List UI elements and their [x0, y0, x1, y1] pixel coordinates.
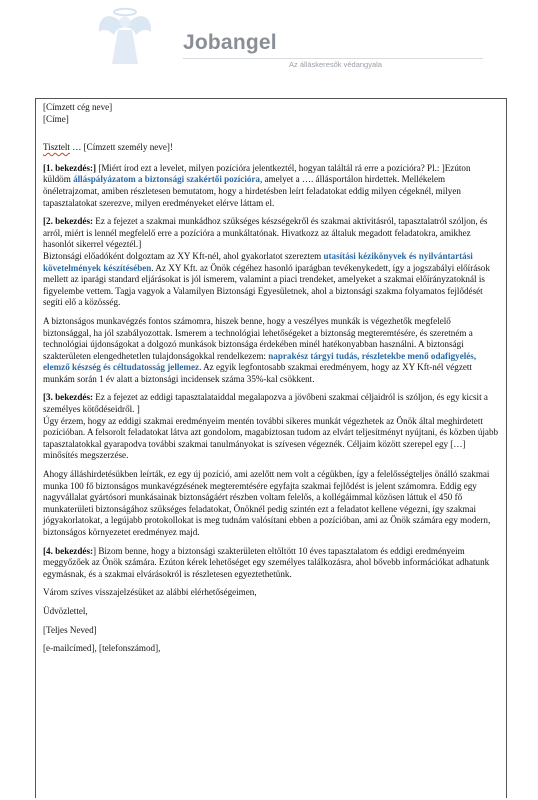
signature-name: [Teljes Neved]	[43, 624, 97, 635]
paragraph-4: Úgy érzem, hogy az eddigi szakmai eredményeim mentén további sikeres munkát végezhetek az Önök által meghirdetett pozícióban. A felsorolt feladatokat látva azt gondolom, magabiztosan tudom az elvárt teljesítményt nyújtani, és közben újabb tapasztalatokkal gyarapodva további szakmai tanulmányokat is szívesen végeznék. Céljaim között szerepel egy […] minősítés megszerzése.	[43, 415, 499, 461]
paragraph-text: Ez a fejezet a szakmai munkádhoz szükséges készségekről és szakmai aktivitásról, tapasztalatról szóljon, és arról, miért is lennél megfelelő erre a pozícióra a munkáltatónak. Hivatkozz az általuk megadott feladatokra, amikhez hasonlót sikerrel végeztél.]	[43, 216, 488, 250]
closing-salutation: Üdvözlettel,	[43, 605, 88, 616]
highlighted-text: naprakész tárgyi tudás, részletekbe menő odafigyelés, elemző készség és céltudatosság jellemez	[43, 350, 477, 373]
recipient-address: [Címe]	[43, 113, 69, 124]
contact-details: [e-mailcímed], [telefonszámod],	[43, 643, 161, 654]
paragraph-label: [3. bekezdés:	[43, 392, 94, 403]
paragraph-label: [2. bekezdés:	[43, 216, 94, 227]
brand-name: Jobangel	[183, 31, 277, 54]
highlighted-text: álláspályázatom a biztonsági szakértői pozícióra	[73, 174, 260, 185]
paragraph-text: Biztonsági előadóként dolgoztam az XY Kft-nél, ahol gyakorlatot szereztem	[43, 250, 324, 261]
paragraph-3	[43, 316, 499, 386]
paragraph-text: [Miért írod ezt a levelet, milyen pozícióra jelentkeztél, hogyan találtál rá erre a pozícióra? Pl.: ]Ezúton küldöm	[43, 162, 471, 185]
paragraph-text: , amelyet a …. állásportálon hirdettek. Mellékelem önéletrajzomat, amiben részletesen bemutatom, hogy a hirdetésben leírt feladatokat eddig milyen cégeknél, milyen tapasztalatokat szerezve, milyen eredményeket elérve láttam el.	[43, 174, 461, 208]
closing-line: Várom szíves visszajelzésüket az alábbi elérhetőségeimen,	[43, 587, 257, 598]
highlighted-text: utasítási kézikönyvek és nyilvántartási követelmények készítésében	[43, 250, 473, 273]
greeting	[43, 142, 499, 154]
angel-icon	[96, 2, 154, 66]
paragraph-1	[43, 163, 499, 209]
brand-tagline: Az álláskeresők védangyala	[289, 60, 382, 69]
header-divider	[183, 58, 483, 59]
paragraph-text: A biztonságos munkavégzés fontos számomra, hiszek benne, hogy a veszélyes munkák is végezhetők megfelelő biztonsággal, ha jól szabályozottak. Ismerem a technológiai lehetőségeket a biztonság megteremtésére, és szeretném a technológiai újdonságokat a dolgozó munkások biztonsága érdekében minél hatékonyabban használni. A biztonsági szakterületen elengedhetetlen tulajdonságokkal rendelkezem:	[43, 315, 473, 361]
paragraph-2	[43, 251, 499, 309]
paragraph-label: [4. bekezdés:	[43, 545, 94, 556]
paragraph-text: ] Bizom benne, hogy a biztonsági szakterületen eltöltött 10 éves tapasztalatom és eddigi eredményeim meggyőzőek az Önök számára. Ezúton kérek lehetőséget egy személyes találkozásra, ahol bővebb információkat adhatunk egymásnak, és a szakmai elvárásokról is részletesen egyeztethetünk.	[43, 545, 490, 579]
paragraph-text: Ez a fejezet az eddigi tapasztalataiddal megalapozva a jövőbeni szakmai céljaidról is szóljon, és egy kicsit a személyes kötődéseidről. ]	[43, 392, 488, 415]
recipient-company: [Címzett cég neve]	[43, 102, 113, 112]
paragraph-text: . Az egyik legfontosabb szakmai eredményem, hogy az XY Kft-nél végzett munkám során 1 év alatt a biztonsági incidensek száma 35%-kal csökkent.	[43, 362, 472, 384]
paragraph-6	[43, 546, 499, 581]
paragraph-4-instruction	[43, 392, 499, 415]
paragraph-label: [1. bekezdés:]	[43, 162, 97, 173]
cover-letter	[35, 98, 507, 798]
paragraph-5: Ahogy álláshirdetésükben leírták, ez egy új pozíció, ami azelőtt nem volt a cégükben, így a felelősségteljes önálló szakmai munka 100 fő biztonságos munkavégzésének megteremtésére egyfajta szakmai fejlődést is jelent számomra. Eddig egy nagyvállalat gyártósori munkásainak biztonságáért részben voltam felelős, a kollégáimmal közösen láttuk el 450 fő munkaterületi biztonságához szükséges feladatokat, Önöknél pedig szintén ezt a feladatot kellene végezni, így szakmai jógyakorlatokat, a legújabb protokollokat is meg tudnám valósítani ebben a pozícióban, ami az Önök számára egy modern, biztonságos környezetet eredményez majd.	[43, 469, 491, 537]
paragraph-2-instruction	[43, 216, 499, 251]
paragraph-text: . Az XY Kft. az Önök cégéhez hasonló iparágban tevékenykedett, így a jogszabályi előírások mellett az iparági standard eljárásokat is jól ismerem, valamint a piaci trendeket, amelyeket a szakmai előírányzatoknál is figyelembe vettem. Tagja vagyok a Valamilyen Biztonsági Egyesületnek, ahol a biztonsági szakma folyamatos fejlődését segíti elő a közösség.	[43, 262, 490, 308]
greeting-prefix: Tisztelt	[43, 142, 70, 153]
greeting-rest: … [Címzett személy neve]!	[69, 142, 173, 153]
